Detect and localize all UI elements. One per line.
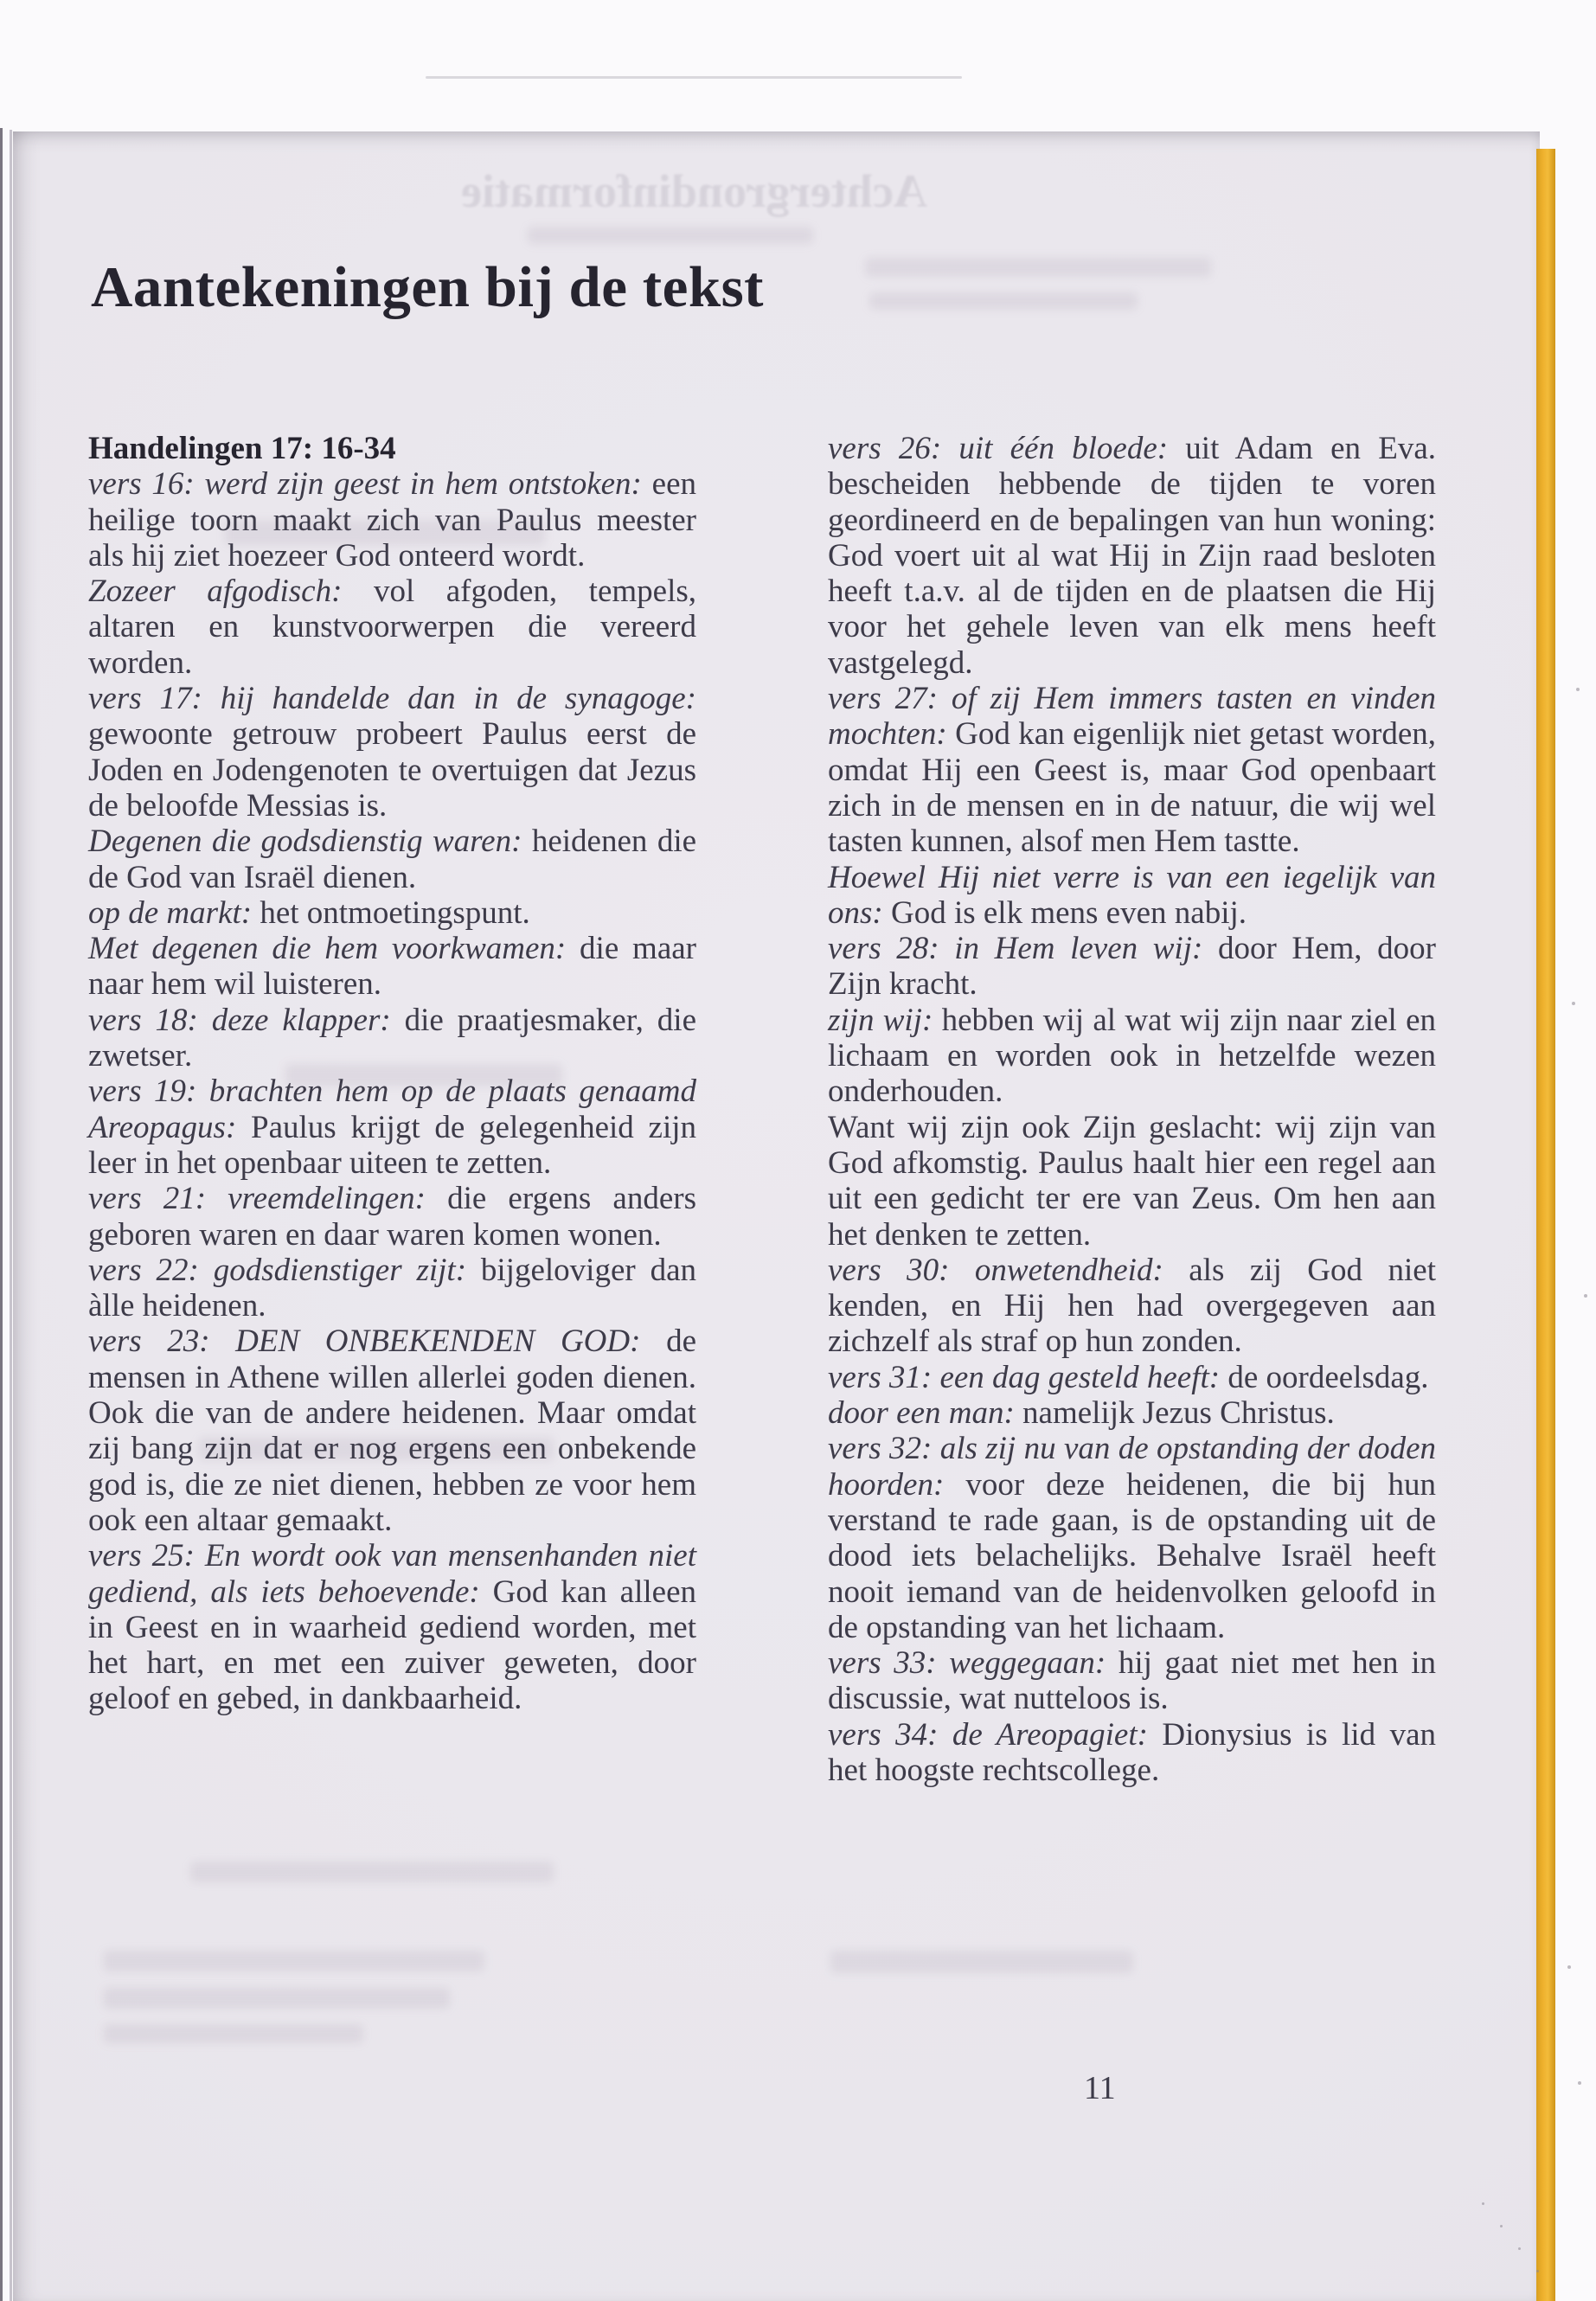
note-lead: vers 32: als zij nu van de opstanding der doden hoorden: <box>828 1431 1436 1503</box>
bleed-through-smudge <box>528 227 813 244</box>
page-title: Aantekeningen bij de tekst <box>91 255 764 319</box>
note-lead: vers 17: hij handelde dan in de synagoge: <box>88 681 696 717</box>
note-paragraph: vers 27: of zij Hem immers tasten en vinden mochten: God kan eigenlijk niet getast worden, omdat Hij een Geest is, maar God openbaart zich in de mensen en in de natuur, die wij wel tasten kunnen, alsof men Hem tastte. <box>828 681 1436 860</box>
note-lead: vers 31: een dag gesteld heeft: <box>828 1359 1221 1395</box>
note-paragraph: vers 19: brachten hem op de plaats genaamd Areopagus: Paulus krijgt de gelegenheid zijn leer in het openbaar uiteen te zetten. <box>88 1074 696 1181</box>
note-lead: vers 27: of zij Hem immers tasten en vinden mochten: <box>828 681 1436 753</box>
dust-speck <box>1576 688 1580 691</box>
note-paragraph: zijn wij: hebben wij al wat wij zijn naar ziel en lichaam en worden ook in hetzelfde wezen onderhouden. <box>828 1002 1436 1110</box>
note-paragraph: vers 22: godsdienstiger zijt: bijgeloviger dan àlle heidenen. <box>88 1252 696 1324</box>
note-lead: vers 18: deze klapper: <box>88 1002 391 1038</box>
note-lead: Degenen die godsdienstig waren: <box>88 824 522 860</box>
note-lead: vers 34: de Areopagiet: <box>828 1716 1148 1753</box>
note-lead: vers 28: in Hem leven wij: <box>828 931 1203 967</box>
notes-list-right <box>828 431 1436 1788</box>
section-heading: Handelingen 17: 16-34 <box>88 431 396 466</box>
page-edge-highlight <box>10 130 12 2301</box>
bleed-through-smudge <box>830 1951 1133 1973</box>
dust-speck <box>1482 2202 1484 2205</box>
note-paragraph: vers 30: onwetendheid: als zij God niet kenden, en Hij hen had overgegeven aan zichzelf als straf op hun zonden. <box>828 1252 1436 1360</box>
page-edge-shadow <box>0 128 3 2301</box>
note-paragraph: vers 16: werd zijn geest in hem ontstoken: een heilige toorn maakt zich van Paulus meester als hij ziet hoezeer God onteerd wordt. <box>88 466 697 574</box>
note-lead: vers 16: werd zijn geest in hem ontstoken: <box>88 466 642 503</box>
dust-speck <box>1518 2247 1521 2250</box>
note-lead: door een man: <box>828 1395 1015 1432</box>
bleed-through-smudge <box>104 1988 450 2009</box>
dust-speck <box>1578 2081 1581 2085</box>
note-lead: vers 19: brachten hem op de plaats genaamd Areopagus: <box>88 1074 696 1145</box>
note-paragraph: Want wij zijn ook Zijn geslacht: wij zijn van God afkomstig. Paulus haalt hier een regel aan uit een gedicht ter ere van Zeus. Om hen aan het denken te zetten. <box>828 1109 1436 1253</box>
note-paragraph: op de markt: het ontmoetingspunt. <box>88 894 530 931</box>
note-lead: Zozeer afgodisch: <box>88 574 343 610</box>
dust-speck <box>1567 1965 1571 1969</box>
bleed-through-smudge <box>104 1951 484 1971</box>
note-lead: zijn wij: <box>828 1002 933 1038</box>
note-lead: vers 22: godsdienstiger zijt: <box>88 1252 467 1288</box>
scanner-artifact-line <box>426 76 962 79</box>
note-paragraph: vers 21: vreemdelingen: die ergens anders geboren waren en daar waren komen wonen. <box>88 1181 696 1253</box>
note-paragraph: vers 18: deze klapper: die praatjesmaker, die zwetser. <box>88 1002 696 1074</box>
note-paragraph: door een man: namelijk Jezus Christus. <box>828 1395 1335 1432</box>
note-paragraph: vers 23: DEN ONBEKENDEN GOD: de mensen in Athene willen allerlei goden dienen. Ook die van de andere heidenen. Maar omdat zij bang zijn dat er nog ergens een onbekende god is, die ze niet dienen, hebben ze voor hem ook een altaar gemaakt. <box>88 1324 696 1538</box>
book-page <box>13 131 1540 2301</box>
note-paragraph: vers 34: de Areopagiet: Dionysius is lid van het hoogste rechtscollege. <box>828 1716 1436 1788</box>
bleed-through-smudge <box>869 292 1138 310</box>
note-paragraph: Zozeer afgodisch: vol afgoden, tempels, altaren en kunstvoorwerpen die vereerd worden. <box>88 574 696 681</box>
bleed-through-smudge <box>104 2024 363 2043</box>
dust-speck <box>1500 2225 1503 2227</box>
note-paragraph: vers 33: weggegaan: hij gaat niet met hen in discussie, wat nutteloos is. <box>828 1645 1436 1717</box>
dust-speck <box>1536 2270 1539 2272</box>
note-lead: op de markt: <box>88 894 253 931</box>
note-lead: vers 25: En wordt ook van mensenhanden niet gediend, als iets behoevende: <box>88 1538 696 1610</box>
notes-list-left <box>88 466 696 1716</box>
text-columns <box>88 431 1436 1788</box>
note-paragraph: Hoewel Hij niet verre is van een iegelijk van ons: God is elk mens even nabij. <box>828 859 1436 931</box>
note-lead: vers 23: DEN ONBEKENDEN GOD: <box>88 1324 641 1360</box>
note-lead: Met degenen die hem voorkwamen: <box>88 931 567 967</box>
note-lead: Hoewel Hij niet verre is van een iegelijk van ons: <box>828 859 1436 931</box>
note-paragraph: vers 31: een dag gesteld heeft: de oordeelsdag. <box>828 1359 1429 1395</box>
note-lead: vers 30: onwetendheid: <box>828 1252 1163 1288</box>
dust-speck <box>1584 1294 1587 1298</box>
bleed-through-smudge <box>865 258 1211 277</box>
book-edge-strip <box>1536 149 1555 2301</box>
page-number: 11 <box>1084 2070 1116 2106</box>
note-paragraph: Degenen die godsdienstig waren: heidenen die de God van Israël dienen. <box>88 824 697 895</box>
bleed-through-title: Achtergrondinformatie <box>461 165 927 217</box>
note-paragraph: vers 28: in Hem leven wij: door Hem, door Zijn kracht. <box>828 931 1436 1003</box>
note-paragraph: vers 32: als zij nu van de opstanding der doden hoorden: voor deze heidenen, die bij hun verstand te rade gaan, is de opstanding uit de dood iets belachelijks. Behalve Israël heeft nooit iemand van de heidenvolken geloofd in de opstanding van het lichaam. <box>828 1431 1436 1645</box>
bleed-through-smudge <box>190 1862 554 1882</box>
dust-speck <box>1572 1002 1575 1005</box>
note-paragraph: Met degenen die hem voorkwamen: die maar naar hem wil luisteren. <box>88 931 696 1003</box>
right-column <box>828 431 1436 1788</box>
note-lead: vers 26: uit één bloede: <box>828 431 1169 466</box>
note-paragraph: vers 25: En wordt ook van mensenhanden niet gediend, als iets behoevende: God kan alleen in Geest en in waarheid gediend worden, met het hart, en met een zuiver geweten, door geloof en gebed, in dankbaarheid. <box>88 1538 696 1717</box>
note-lead: vers 33: weggegaan: <box>828 1645 1106 1682</box>
note-paragraph: vers 17: hij handelde dan in de synagoge: gewoonte getrouw probeert Paulus eerst de Joden en Jodengenoten te overtuigen dat Jezus de beloofde Messias is. <box>88 681 696 824</box>
note-lead: vers 21: vreemdelingen: <box>88 1181 426 1217</box>
left-column <box>88 431 696 1788</box>
note-paragraph: vers 26: uit één bloede: uit Adam en Eva. bescheiden hebbende de tijden te voren geordineerd en de bepalingen van hun woning: God voert uit al wat Hij in Zijn raad besloten heeft t.a.v. al de tijden en de plaatsen die Hij voor het gehele leven van elk mens heeft vastgelegd. <box>828 431 1437 681</box>
